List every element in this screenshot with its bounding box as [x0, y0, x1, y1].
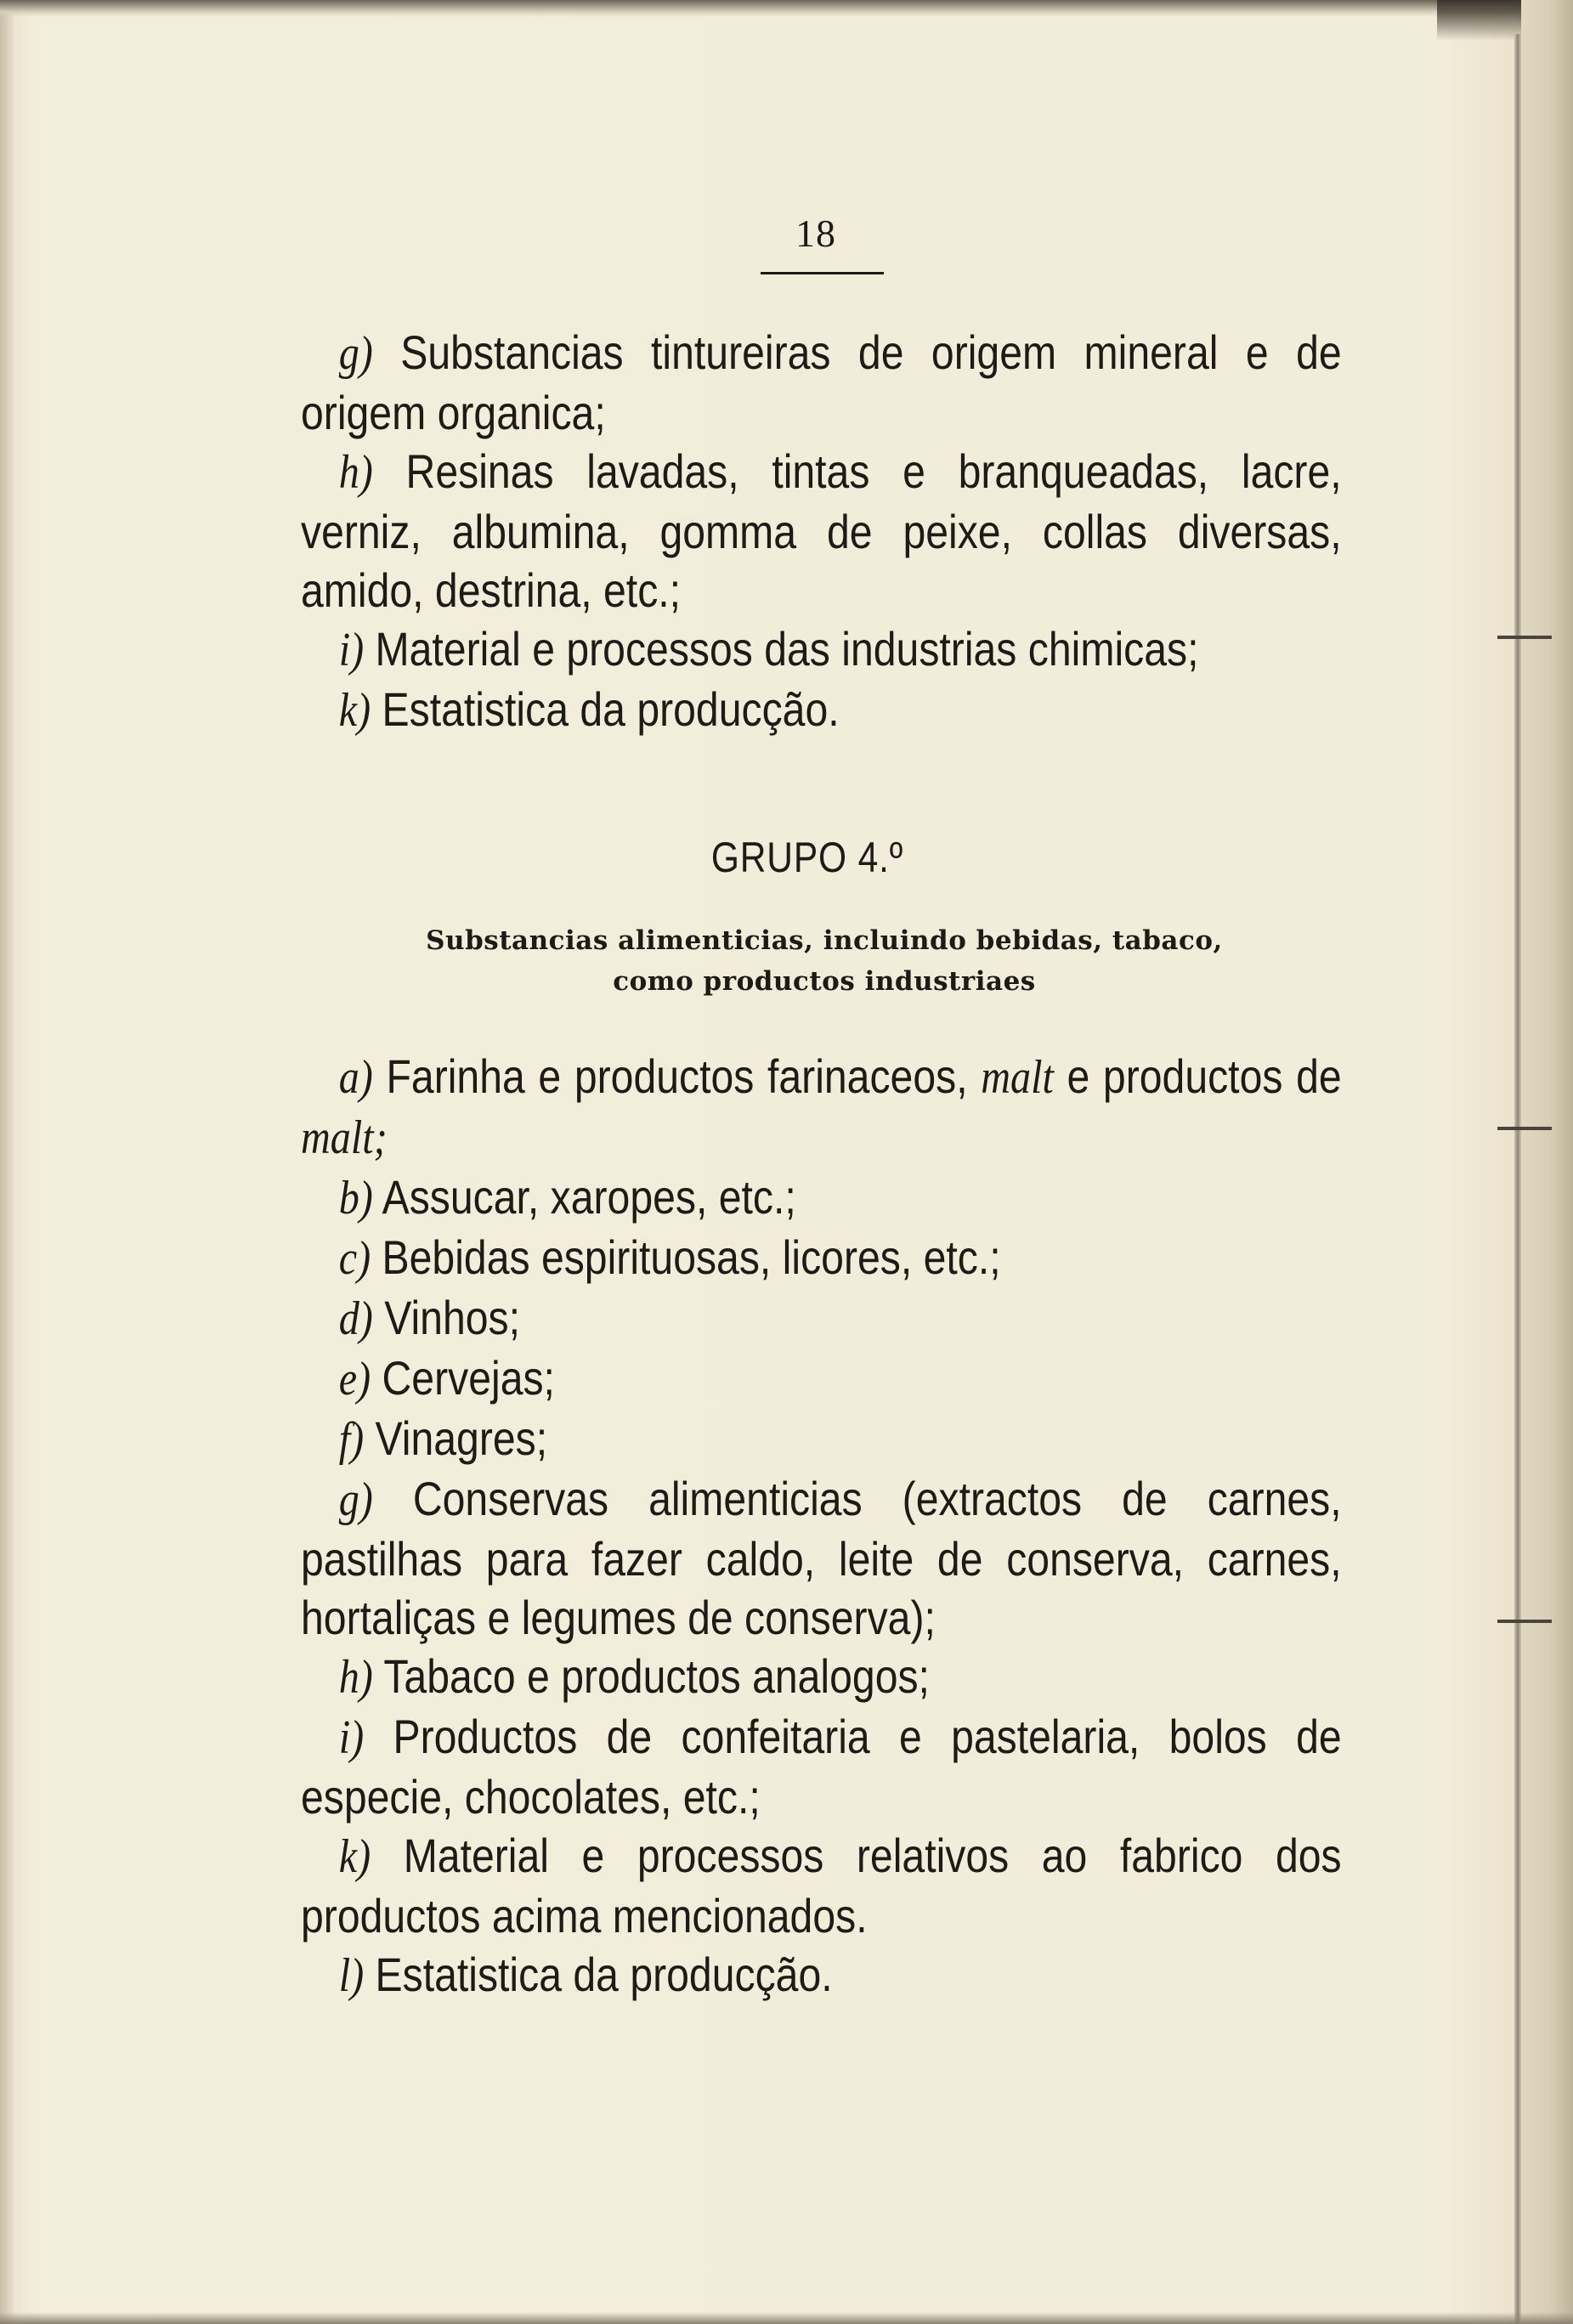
item-text: Estatistica da producção. [364, 1948, 833, 2001]
group-heading: GRUPO 4.º [710, 834, 904, 881]
item-text: Assucar, xaropes, etc.; [372, 1170, 796, 1224]
item-letter: k) [338, 1830, 371, 1883]
fore-edge-mark [1497, 1127, 1552, 1130]
item-text: Vinagres; [364, 1411, 548, 1465]
item-text: Vinhos; [372, 1291, 520, 1344]
section-top [301, 323, 1342, 740]
list-item [301, 1647, 1342, 1707]
item-letter: c) [338, 1232, 371, 1285]
list-item [301, 1945, 1342, 2005]
list-item [301, 680, 1342, 740]
item-text: Substancias tintureiras de origem mineral e de origem organica; [301, 325, 1342, 439]
item-letter: a) [338, 1051, 373, 1104]
item-text: Material e processos relativos ao fabrico dos productos acima mencionados. [301, 1829, 1342, 1942]
item-text: Bebidas espirituosas, licores, etc.; [371, 1230, 1001, 1284]
list-item [301, 1349, 1342, 1409]
list-item [301, 323, 1342, 442]
list-item [301, 1826, 1342, 1945]
fore-edge [1514, 34, 1521, 2324]
page-number: 18 [795, 212, 836, 255]
group-subtitle-line: Substancias alimenticias, incluindo bebidas, tabaco, [426, 925, 1223, 956]
fore-edge-mark [1497, 1620, 1552, 1623]
item-text: e productos de [1053, 1049, 1342, 1103]
item-text: Estatistica da producção. [371, 682, 840, 736]
item-text: Cervejas; [371, 1351, 555, 1405]
item-letter: b) [338, 1172, 373, 1224]
item-text: Tabaco e productos analogos; [372, 1649, 930, 1703]
page-left-edge [0, 0, 15, 2324]
item-letter: d) [338, 1292, 373, 1345]
page-number-rule [761, 272, 884, 274]
section-bottom [301, 1047, 1342, 2005]
item-emphasis: malt [981, 1051, 1054, 1104]
item-letter: g) [338, 327, 373, 380]
item-letter: i) [338, 624, 365, 676]
list-item [301, 1288, 1342, 1349]
item-letter: l) [338, 1949, 365, 2002]
item-text: Farinha e productos farinaceos, [372, 1049, 982, 1103]
list-item [301, 442, 1342, 619]
list-item [301, 1168, 1342, 1228]
item-letter: h) [338, 1651, 373, 1704]
group-subtitle-line: como productos industriaes [613, 966, 1036, 997]
list-item [301, 1047, 1342, 1168]
list-item [301, 1707, 1342, 1826]
item-letter: i) [338, 1711, 365, 1764]
item-text: Productos de confeitaria e pastelaria, bolos de especie, chocolates, etc.; [301, 1710, 1342, 1824]
item-text: Resinas lavadas, tintas e branqueadas, lacre, verniz, albumina, gomma de peixe, collas diversas, amido, destrina, etc.; [301, 444, 1342, 617]
fore-edge-shadow [1521, 0, 1573, 2324]
item-text: Conservas alimenticias (extractos de carnes, pastilhas para fazer caldo, leite de conserva, carnes, hortaliças e legumes de conserva); [301, 1472, 1342, 1644]
page-bottom-edge [0, 2312, 1573, 2324]
item-letter: k) [338, 684, 371, 737]
list-item [301, 1469, 1342, 1647]
page-top-edge [0, 0, 1573, 17]
item-letter: e) [338, 1353, 371, 1405]
list-item [301, 1409, 1342, 1469]
item-text: Material e processos das industrias chimicas; [364, 622, 1199, 676]
fore-edge-mark [1497, 636, 1552, 639]
item-letter: f) [338, 1413, 365, 1466]
list-item [301, 1228, 1342, 1288]
list-item [301, 619, 1342, 680]
item-letter: g) [338, 1473, 373, 1526]
item-emphasis: malt; [301, 1111, 388, 1164]
item-letter: h) [338, 446, 373, 499]
